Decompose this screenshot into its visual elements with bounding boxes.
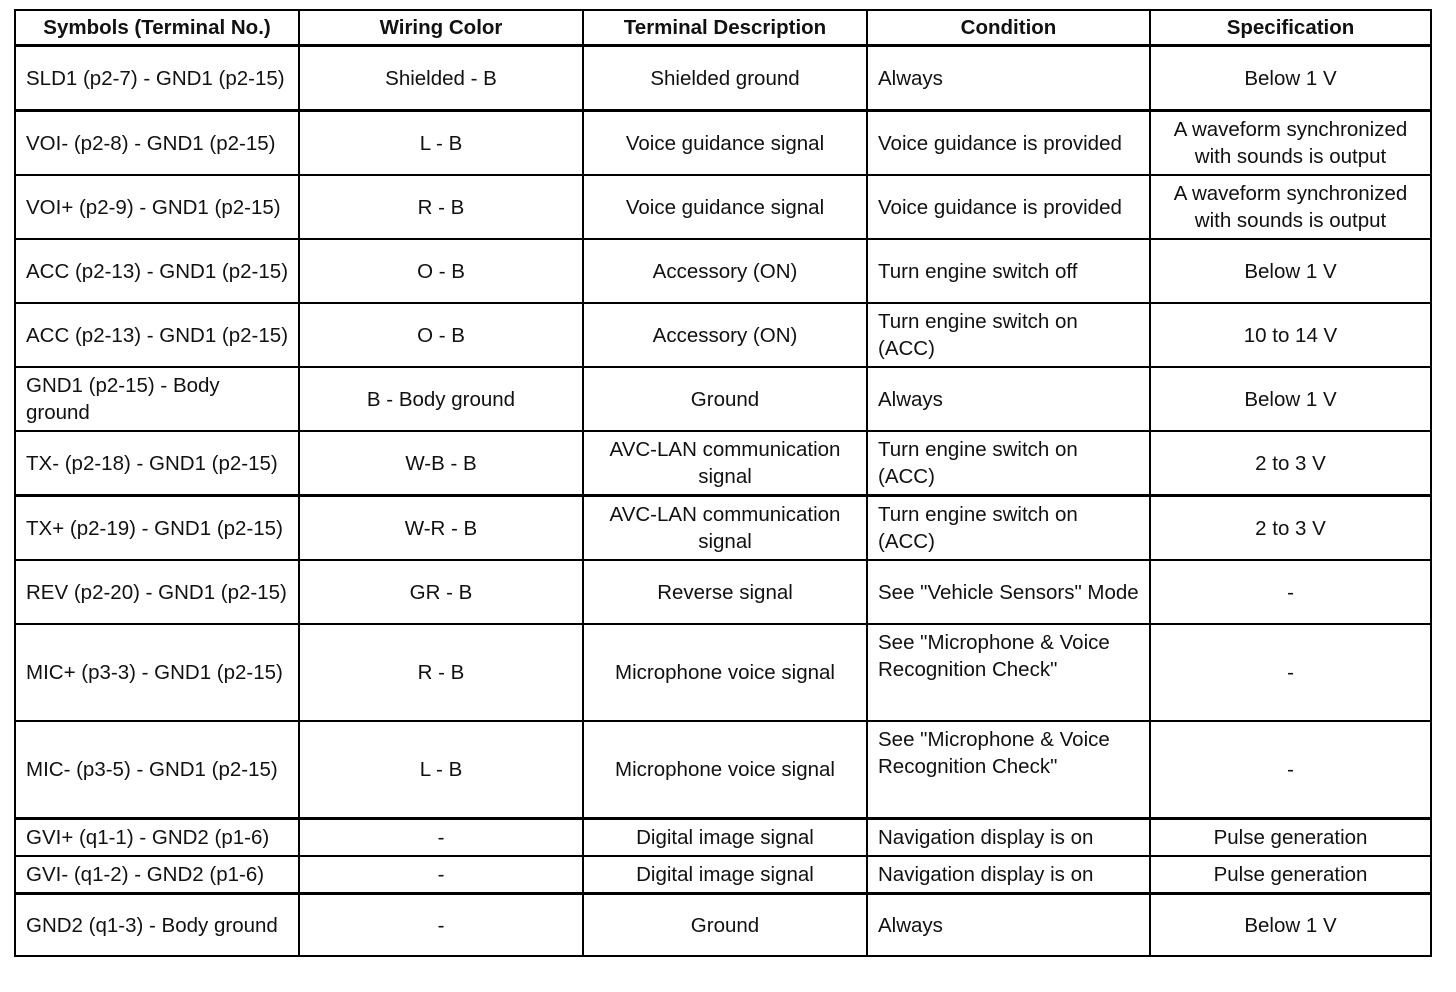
header-row [15,10,1431,46]
cell-description: Shielded ground [583,46,867,111]
cell-wiring-color: W-R - B [299,496,583,561]
cell-symbol: GVI- (q1-2) - GND2 (p1-6) [15,856,299,894]
cell-condition: Voice guidance is provided [867,175,1150,239]
table-row [15,560,1431,624]
cell-condition: Turn engine switch on (ACC) [867,431,1150,496]
cell-specification: Below 1 V [1150,46,1431,111]
header-specification: Specification [1150,10,1431,46]
cell-specification: 2 to 3 V [1150,496,1431,561]
table-row [15,367,1431,431]
cell-specification: Below 1 V [1150,367,1431,431]
cell-symbol: ACC (p2-13) - GND1 (p2-15) [15,239,299,303]
cell-wiring-color: B - Body ground [299,367,583,431]
header-symbol: Symbols (Terminal No.) [15,10,299,46]
table-row [15,819,1431,857]
table-row [15,721,1431,819]
terminal-spec-table [14,9,1432,957]
cell-symbol: MIC- (p3-5) - GND1 (p2-15) [15,721,299,819]
cell-wiring-color: L - B [299,111,583,176]
table-row [15,624,1431,721]
cell-wiring-color: R - B [299,175,583,239]
cell-condition: Navigation display is on [867,856,1150,894]
cell-description: Digital image signal [583,856,867,894]
cell-specification: Pulse generation [1150,819,1431,857]
table-row [15,431,1431,496]
cell-description: Accessory (ON) [583,239,867,303]
cell-specification: - [1150,721,1431,819]
cell-specification: Pulse generation [1150,856,1431,894]
cell-specification: - [1150,624,1431,721]
cell-specification: 10 to 14 V [1150,303,1431,367]
cell-symbol: REV (p2-20) - GND1 (p2-15) [15,560,299,624]
cell-description: Ground [583,367,867,431]
header-terminal-description: Terminal Description [583,10,867,46]
cell-wiring-color: O - B [299,303,583,367]
cell-symbol: MIC+ (p3-3) - GND1 (p2-15) [15,624,299,721]
cell-symbol: VOI- (p2-8) - GND1 (p2-15) [15,111,299,176]
cell-symbol: GND2 (q1-3) - Body ground [15,894,299,957]
header-condition: Condition [867,10,1150,46]
cell-wiring-color: O - B [299,239,583,303]
cell-description: Microphone voice signal [583,624,867,721]
table-row [15,894,1431,957]
cell-symbol: SLD1 (p2-7) - GND1 (p2-15) [15,46,299,111]
cell-symbol: TX+ (p2-19) - GND1 (p2-15) [15,496,299,561]
cell-symbol: VOI+ (p2-9) - GND1 (p2-15) [15,175,299,239]
cell-condition: Navigation display is on [867,819,1150,857]
cell-description: Reverse signal [583,560,867,624]
cell-wiring-color: - [299,819,583,857]
cell-condition: Always [867,367,1150,431]
cell-wiring-color: GR - B [299,560,583,624]
cell-specification: A waveform synchronized with sounds is output [1150,175,1431,239]
header-wiring-color: Wiring Color [299,10,583,46]
cell-description: AVC-LAN communication signal [583,496,867,561]
cell-wiring-color: - [299,894,583,957]
cell-specification: - [1150,560,1431,624]
cell-condition: Always [867,46,1150,111]
cell-specification: A waveform synchronized with sounds is output [1150,111,1431,176]
cell-description: Voice guidance signal [583,111,867,176]
cell-condition: Turn engine switch on (ACC) [867,303,1150,367]
cell-condition: See "Microphone & Voice Recognition Check" [867,721,1150,819]
cell-description: Microphone voice signal [583,721,867,819]
cell-symbol: GVI+ (q1-1) - GND2 (p1-6) [15,819,299,857]
cell-specification: Below 1 V [1150,239,1431,303]
cell-wiring-color: Shielded - B [299,46,583,111]
cell-wiring-color: - [299,856,583,894]
table-row [15,856,1431,894]
cell-symbol: GND1 (p2-15) - Body ground [15,367,299,431]
table-row [15,175,1431,239]
cell-description: Accessory (ON) [583,303,867,367]
table-row [15,46,1431,111]
cell-description: AVC-LAN communication signal [583,431,867,496]
cell-condition: Turn engine switch off [867,239,1150,303]
cell-wiring-color: L - B [299,721,583,819]
cell-condition: See "Vehicle Sensors" Mode [867,560,1150,624]
cell-specification: 2 to 3 V [1150,431,1431,496]
table-row [15,111,1431,176]
cell-symbol: TX- (p2-18) - GND1 (p2-15) [15,431,299,496]
cell-condition: See "Microphone & Voice Recognition Check" [867,624,1150,721]
table-row [15,239,1431,303]
cell-wiring-color: R - B [299,624,583,721]
cell-condition: Turn engine switch on (ACC) [867,496,1150,561]
cell-condition: Always [867,894,1150,957]
table-row [15,303,1431,367]
cell-description: Ground [583,894,867,957]
table-row [15,496,1431,561]
cell-wiring-color: W-B - B [299,431,583,496]
cell-symbol: ACC (p2-13) - GND1 (p2-15) [15,303,299,367]
cell-specification: Below 1 V [1150,894,1431,957]
cell-description: Voice guidance signal [583,175,867,239]
cell-description: Digital image signal [583,819,867,857]
cell-condition: Voice guidance is provided [867,111,1150,176]
